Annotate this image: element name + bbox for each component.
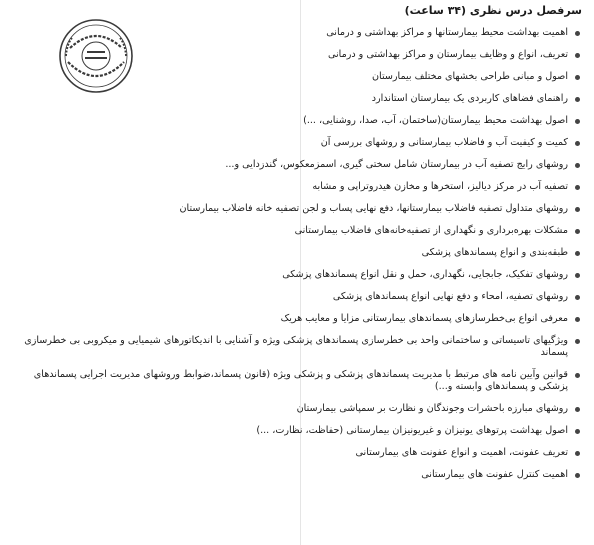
bullet-icon <box>575 207 580 212</box>
bullet-icon <box>575 97 580 102</box>
bullet-icon <box>575 119 580 124</box>
list-item-text: اهمیت بهداشت محیط بیمارستانها و مراکز بهداشتی و درمانی <box>326 27 568 38</box>
bullet-icon <box>575 31 580 36</box>
bullet-icon <box>575 185 580 190</box>
bullet-icon <box>575 473 580 478</box>
list-item <box>22 464 582 486</box>
section-heading: سرفصل درس نظری (۳۴ ساعت) <box>404 4 582 17</box>
list-item-text: اصول بهداشت محیط بیمارستان(ساختمان، آب، صدا، روشنایی، ...) <box>303 115 568 126</box>
bullet-icon <box>575 141 580 146</box>
bullet-icon <box>575 163 580 168</box>
list-item <box>22 176 582 198</box>
list-item <box>22 154 582 176</box>
list-item-text: تعریف عفونت، اهمیت و انواع عفونت های بیمارستانی <box>355 447 568 458</box>
list-item <box>22 110 582 132</box>
institution-seal-icon <box>58 18 134 94</box>
bullet-icon <box>575 229 580 234</box>
list-item-text: اصول بهداشت پرتوهای یونیزان و غیریونیزان بیمارستانی (حفاظت، نظارت، ...) <box>256 425 568 436</box>
list-item <box>22 286 582 308</box>
list-item <box>22 420 582 442</box>
list-item <box>22 132 582 154</box>
list-item-text: راهنمای فضاهای کاربردی یک بیمارستان استاندارد <box>371 93 568 104</box>
list-item <box>22 220 582 242</box>
list-item-text: کمیت و کیفیت آب و فاضلاب بیمارستانی و روشهای بررسی آن <box>320 137 568 148</box>
list-item-text: مشکلات بهره‌برداری و نگهداری از تصفیه‌خانه‌های فاضلاب بیمارستانی <box>294 225 568 236</box>
bullet-icon <box>575 429 580 434</box>
list-item <box>22 398 582 420</box>
list-item-text: ویژگیهای تاسیساتی و ساختمانی واحد بی خطرسازی پسماندهای پزشکی ویژه و آشنایی با اندیکاتورهای شیمیایی و میکروبی بی خطرسازی پسماند <box>24 335 568 358</box>
list-item <box>22 442 582 464</box>
list-item-text: تصفیه آب در مرکز دیالیز، استخرها و مخازن هیدروتراپی و مشابه <box>312 181 568 192</box>
list-item-text: قوانین وآیین نامه های مرتبط با مدیریت پسماندهای پزشکی و پزشکی ویژه (قانون پسماند،ضوابط وروشهای مدیریت اجرایی پسماندهای پزشکی و پسماندهای وابسته و...) <box>33 369 568 392</box>
bullet-icon <box>575 53 580 58</box>
bullet-icon <box>575 317 580 322</box>
bullet-icon <box>575 373 580 378</box>
list-item <box>22 264 582 286</box>
bullet-icon <box>575 451 580 456</box>
bullet-icon <box>575 273 580 278</box>
list-item-text: طبقه‌بندی و انواع پسماندهای پزشکی <box>421 247 568 258</box>
bullet-icon <box>575 295 580 300</box>
list-item-text: روشهای مبارزه باحشرات وجوندگان و نظارت بر سمپاشی بیمارستان <box>296 403 568 414</box>
bullet-icon <box>575 251 580 256</box>
list-item-text: روشهای تصفیه، امحاء و دفع نهایی انواع پسماندهای پزشکی <box>332 291 568 302</box>
list-item-text: اهمیت کنترل عفونت های بیمارستانی <box>421 469 568 480</box>
list-item-text: روشهای تفکیک، جابجایی، نگهداری، حمل و نقل انواع پسماندهای پزشکی <box>282 269 568 280</box>
bullet-icon <box>575 75 580 80</box>
list-item-text: روشهای رایج تصفیه آب در بیمارستان شامل سختی گیری، اسمزمعکوس، گندزدایی و... <box>225 159 568 170</box>
list-item-text: تعریف، انواع و وظایف بیمارستان و مراکز بهداشتی و درمانی <box>328 49 568 60</box>
list-item <box>22 198 582 220</box>
list-item-text: اصول و مبانی طراحی بخشهای مختلف بیمارستان <box>372 71 568 82</box>
list-item <box>22 242 582 264</box>
list-item <box>22 364 582 398</box>
list-item <box>22 330 582 364</box>
bullet-icon <box>575 407 580 412</box>
list-item <box>22 308 582 330</box>
list-item-text: معرفی انواع بی‌خطرسازهای پسماندهای بیمارستانی مزایا و معایب هریک <box>280 313 568 324</box>
bullet-icon <box>575 339 580 344</box>
list-item-text: روشهای متداول تصفیه فاضلاب بیمارستانها، دفع نهایی پساب و لجن تصفیه خانه فاضلاب بیمارستان <box>179 203 568 214</box>
